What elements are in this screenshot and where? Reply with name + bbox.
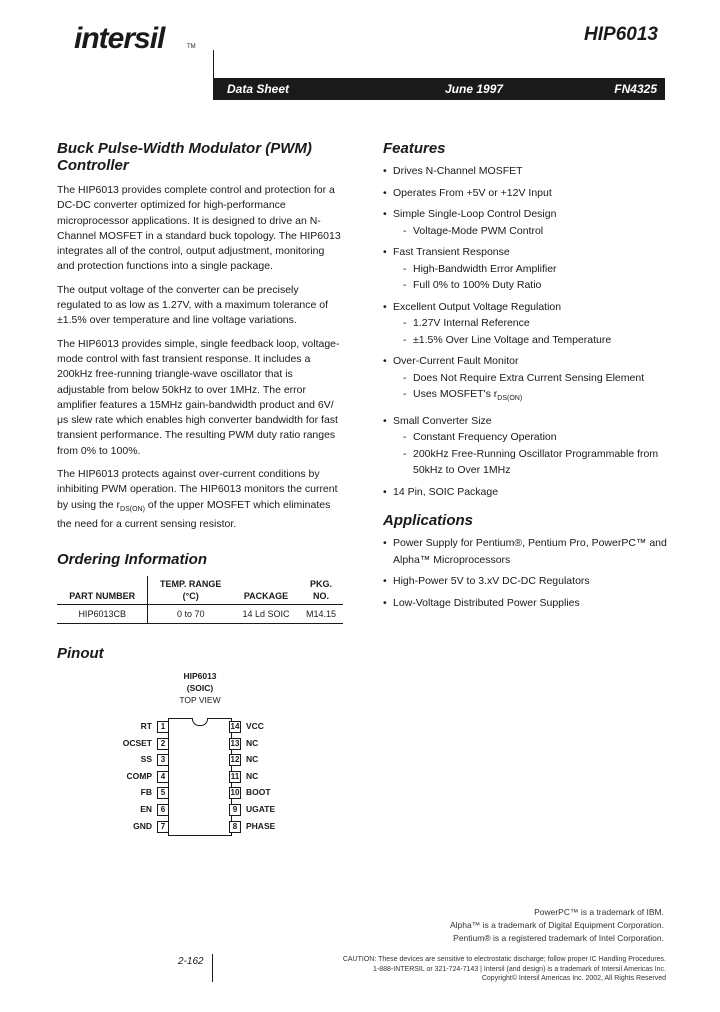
applications-title: Applications (383, 512, 474, 530)
pin-label: SS (140, 754, 152, 765)
left-column (57, 140, 343, 540)
ordering-section (57, 551, 343, 624)
pin-number: 10 (230, 788, 240, 798)
pin-number: 14 (230, 722, 240, 731)
pin-number: 1 (157, 721, 169, 733)
feature-item: • Operates From +5V or +12V Input (383, 185, 673, 202)
description-p3: The HIP6013 provides simple, single feedback loop, voltage-mode control with fast transient response. It includes a 200kHz free-running triangle-wave oscillator that is adjustable from below 50kHz to over 1MHz. The error amplifier features a 15MHz gain-bandwidth product and 6V/μs slew rate which enables high converter bandwidth for fast transient performance. The resulting PWM duty ratio ranges from 0% to 100%. (57, 337, 340, 457)
pin-label: UGATE (246, 804, 276, 814)
pin-number: 5 (157, 787, 169, 799)
table-row: HIP6013CB 0 to 70 14 Ld SOIC M14.15 (57, 605, 343, 624)
header-divider (213, 50, 214, 78)
description-p2: The output voltage of the converter can be precisely regulated to as low as 1.27V, with a maximum tolerance of ±1.5% over temperature and line voltage variations. (57, 283, 329, 327)
pin-label: NC (246, 737, 259, 748)
pin-number: 8 (229, 821, 241, 833)
pinout-caption: HIP6013 (SOIC) TOP VIEW (179, 671, 221, 705)
pin-label: VCC (246, 721, 264, 731)
pin-label: GND (133, 820, 152, 831)
feature-item: • Over-Current Fault Monitor - Does Not Require Extra Current Sensing Element - Uses MOSFET's $r_{DS(ON)}$ (383, 353, 673, 408)
feature-subitem: - Constant Frequency Operation (393, 429, 673, 446)
description-p1: The HIP6013 provides complete control and protection for a DC-DC converter optimized for high-performance microprocessor applications. It is designed to drive an N-Channel MOSFET in a standard buck topology. The HIP6013 integrates all of the control, output adjustment, monitoring and protection functions into a single package. (57, 184, 341, 273)
feature-subitem: - Does Not Require Extra Current Sensing Element (393, 370, 673, 387)
doc-type: Data Sheet (227, 82, 290, 96)
description-p4: The HIP6013 protects against over-current conditions by inhibiting PWM operation. The HIP6013 monitors the current by using the $r_{DS(ON)}$ of the upper MOSFET which eliminates the need for a current sensing resistor. (57, 468, 338, 531)
application-item: • Low-Voltage Distributed Power Supplies (383, 595, 673, 612)
feature-subitem: - Uses MOSFET's $r_{DS(ON)}$ (393, 386, 673, 408)
pin-number: 11 (230, 771, 240, 781)
ordering-table (57, 576, 343, 624)
application-item: • Power Supply for Pentium®, Pentium Pro, PowerPC™ and Alpha™ Microprocessors (383, 535, 673, 568)
feature-item: • Fast Transient Response - High-Bandwidth Error Amplifier - Full 0% to 100% Duty Ratio (383, 244, 673, 294)
pin-label: NC (246, 770, 259, 781)
right-column (383, 140, 673, 616)
pin-number: 9 (229, 804, 241, 816)
col-package: PACKAGE (233, 576, 299, 605)
pin-number: 3 (157, 754, 169, 766)
pin-number: 2 (157, 738, 169, 750)
ic-package-body (168, 718, 232, 836)
pin-label: RT (140, 721, 152, 731)
feature-subitem: - 1.27V Internal Reference (393, 315, 673, 332)
pin-number: 13 (230, 738, 240, 748)
feature-item: • Drives N-Channel MOSFET (383, 163, 673, 180)
features-title: Features (383, 140, 446, 157)
page-number: 2-162 (178, 956, 204, 967)
col-part-number: PART NUMBER (57, 576, 148, 605)
product-title: Buck Pulse-Width Modulator (PWM) Controller (57, 140, 312, 174)
pinout-title: Pinout (57, 645, 104, 662)
application-item: • High-Power 5V to 3.xV DC-DC Regulators (383, 573, 673, 590)
doc-date: June 1997 (445, 82, 504, 96)
feature-item: • Simple Single-Loop Control Design - Voltage-Mode PWM Control (383, 206, 673, 239)
footer-divider (212, 954, 213, 982)
feature-item: • 14 Pin, SOIC Package (383, 484, 673, 501)
pin-label: PHASE (246, 820, 276, 831)
applications-list (383, 535, 673, 611)
pin-label: COMP (126, 770, 152, 781)
feature-subitem: - Full 0% to 100% Duty Ratio (393, 277, 673, 294)
feature-item: • Excellent Output Voltage Regulation - 1.27V Internal Reference - ±1.5% Over Line Voltage and Temperature (383, 299, 673, 349)
features-list (383, 163, 673, 500)
doc-number: FN4325 (614, 82, 657, 96)
feature-subitem: - High-Bandwidth Error Amplifier (393, 261, 673, 278)
header-bar (213, 78, 665, 100)
pin-label: EN (140, 804, 152, 814)
feature-item: • Small Converter Size - Constant Frequency Operation - 200kHz Free-Running Oscillator Programmable from 50kHz to Over 1MHz (383, 413, 673, 479)
logo-trademark: TM (187, 44, 196, 50)
part-number-title: HIP6013 (584, 24, 658, 45)
feature-subitem: - 200kHz Free-Running Oscillator Programmable from 50kHz to Over 1MHz (393, 446, 673, 479)
col-pkg-no: PKG. NO. (299, 576, 343, 605)
ordering-title: Ordering Information (57, 551, 207, 568)
pin-label: OCSET (122, 737, 152, 748)
pin-label: NC (246, 754, 259, 765)
feature-subitem: - ±1.5% Over Line Voltage and Temperature (393, 332, 673, 349)
pin-number: 6 (157, 804, 169, 816)
pin-label: BOOT (246, 787, 271, 798)
pin-number: 12 (230, 755, 240, 765)
caution-notice: CAUTION: These devices are sensitive to electrostatic discharge; follow proper IC Handling Procedures. 1-888-INTERSIL or 321-724-7143 | Intersil (and design) is a trademark of Intersil Americas Inc. Copyright© Intersil Americas Inc. 2002, All Rights Reserved (342, 956, 666, 982)
pin-number: 7 (157, 821, 169, 833)
col-temp-range: TEMP. RANGE (°C) (148, 576, 233, 605)
trademark-notes: PowerPC™ is a trademark of IBM. Alpha™ is a trademark of Digital Equipment Corporation. Pentium® is a registered trademark of Intel Corporation. (449, 907, 664, 943)
intersil-logo: intersil (74, 22, 165, 55)
pin-label: FB (140, 787, 152, 798)
pin-number: 4 (157, 771, 169, 783)
feature-subitem: - Voltage-Mode PWM Control (393, 223, 673, 240)
